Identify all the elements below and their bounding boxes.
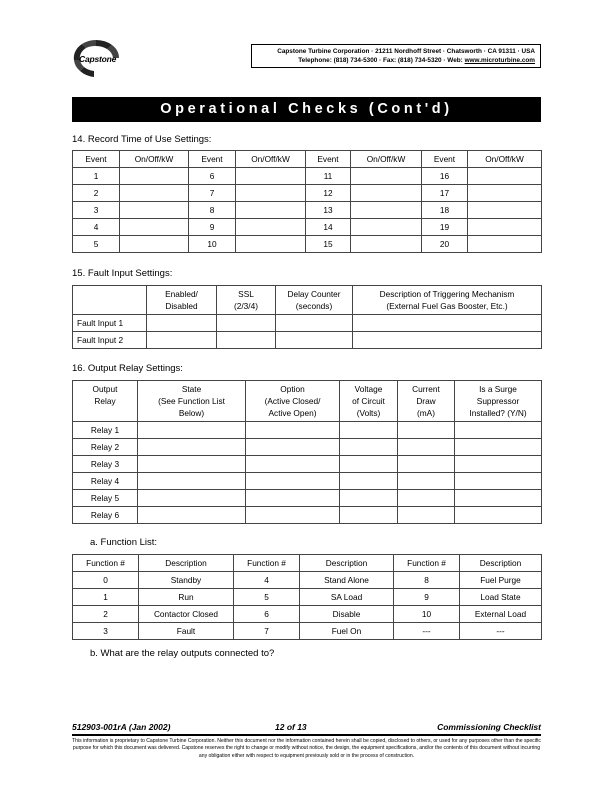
function-description: Fuel Purge — [460, 572, 542, 589]
option-field[interactable] — [246, 507, 340, 524]
header-line: (seconds) — [295, 301, 333, 311]
header-line: (Active Closed/ — [264, 396, 321, 406]
on-off-kw-field[interactable] — [468, 168, 542, 185]
table-row — [73, 439, 542, 456]
table-row — [73, 219, 542, 236]
header-line: SSL — [238, 289, 254, 299]
function-number: 8 — [394, 572, 460, 589]
column-header-ssl — [217, 286, 276, 315]
footer-page-number: 12 of 13 — [275, 722, 307, 732]
on-off-kw-field[interactable] — [468, 219, 542, 236]
table-header-row — [73, 381, 542, 422]
voltage-field[interactable] — [340, 456, 398, 473]
column-header: Function # — [73, 555, 139, 572]
column-header-surge — [455, 381, 542, 422]
header-line: Installed? (Y/N) — [469, 408, 527, 418]
function-number: 10 — [394, 606, 460, 623]
function-number: 7 — [234, 623, 300, 640]
surge-field[interactable] — [455, 439, 542, 456]
section-16-heading: 16. Output Relay Settings: — [72, 363, 183, 374]
table-row — [73, 623, 542, 640]
company-address-line: Capstone Turbine Corporation · 21211 Nordhoff Street · Chatsworth · CA 91311 · USA — [277, 48, 535, 55]
fault-input-table — [72, 285, 542, 349]
header-line: Description of Triggering Mechanism — [379, 289, 515, 299]
on-off-kw-field[interactable] — [236, 202, 306, 219]
current-field[interactable] — [398, 456, 455, 473]
event-number: 18 — [422, 202, 468, 219]
table-header-row — [73, 151, 542, 168]
on-off-kw-field[interactable] — [236, 219, 306, 236]
row-label: Fault Input 1 — [73, 315, 147, 332]
header-line: (Volts) — [356, 408, 381, 418]
voltage-field[interactable] — [340, 439, 398, 456]
header-line: Relay — [94, 396, 116, 406]
on-off-kw-field[interactable] — [120, 185, 189, 202]
option-field[interactable] — [246, 473, 340, 490]
header-line: Active Open) — [268, 408, 317, 418]
function-description: Fault — [139, 623, 234, 640]
function-number: 3 — [73, 623, 139, 640]
surge-field[interactable] — [455, 507, 542, 524]
current-field[interactable] — [398, 507, 455, 524]
event-number: 2 — [73, 185, 120, 202]
function-number: 9 — [394, 589, 460, 606]
enabled-field[interactable] — [147, 332, 217, 349]
column-header: On/Off/kW — [236, 151, 306, 168]
option-field[interactable] — [246, 490, 340, 507]
blank-header-cell — [73, 286, 147, 315]
event-number: 9 — [189, 219, 236, 236]
row-label: Fault Input 2 — [73, 332, 147, 349]
on-off-kw-field[interactable] — [351, 185, 422, 202]
event-number: 5 — [73, 236, 120, 253]
column-header-description — [353, 286, 542, 315]
table-row — [73, 185, 542, 202]
function-number: --- — [394, 623, 460, 640]
event-number: 8 — [189, 202, 236, 219]
on-off-kw-field[interactable] — [236, 236, 306, 253]
current-field[interactable] — [398, 473, 455, 490]
table-row — [73, 315, 542, 332]
event-number: 17 — [422, 185, 468, 202]
column-header: Event — [73, 151, 120, 168]
table-row — [73, 168, 542, 185]
current-field[interactable] — [398, 422, 455, 439]
function-description: Contactor Closed — [139, 606, 234, 623]
section-14-heading: 14. Record Time of Use Settings: — [72, 134, 212, 145]
header-line: (See Function List — [158, 396, 225, 406]
table-row — [73, 422, 542, 439]
on-off-kw-field[interactable] — [120, 202, 189, 219]
column-header: Description — [300, 555, 394, 572]
delay-field[interactable] — [276, 332, 353, 349]
column-header: Function # — [394, 555, 460, 572]
column-header: Function # — [234, 555, 300, 572]
event-number: 16 — [422, 168, 468, 185]
function-number: 1 — [73, 589, 139, 606]
header-line: Disabled — [165, 301, 198, 311]
function-number: 5 — [234, 589, 300, 606]
voltage-field[interactable] — [340, 490, 398, 507]
function-description: Standby — [139, 572, 234, 589]
column-header: Event — [422, 151, 468, 168]
on-off-kw-field[interactable] — [351, 219, 422, 236]
voltage-field[interactable] — [340, 422, 398, 439]
voltage-field[interactable] — [340, 473, 398, 490]
description-field[interactable] — [353, 332, 542, 349]
column-header-delay — [276, 286, 353, 315]
description-field[interactable] — [353, 315, 542, 332]
column-header-state — [138, 381, 246, 422]
option-field[interactable] — [246, 422, 340, 439]
option-field[interactable] — [246, 456, 340, 473]
function-list-heading: a. Function List: — [90, 537, 158, 548]
function-description: Fuel On — [300, 623, 394, 640]
option-field[interactable] — [246, 439, 340, 456]
function-description: --- — [460, 623, 542, 640]
event-number: 13 — [306, 202, 351, 219]
table-row — [73, 589, 542, 606]
table-row — [73, 490, 542, 507]
header-line: (mA) — [417, 408, 435, 418]
header-line: Option — [280, 384, 305, 394]
header-line: Enabled/ — [165, 289, 198, 299]
enabled-field[interactable] — [147, 315, 217, 332]
relay-label: Relay 6 — [73, 507, 138, 524]
column-header-current — [398, 381, 455, 422]
event-number: 7 — [189, 185, 236, 202]
header-line: State — [181, 384, 202, 394]
function-description: External Load — [460, 606, 542, 623]
on-off-kw-field[interactable] — [120, 236, 189, 253]
header-line: Output — [92, 384, 118, 394]
event-number: 20 — [422, 236, 468, 253]
on-off-kw-field[interactable] — [351, 202, 422, 219]
table-header-row — [73, 555, 542, 572]
current-field[interactable] — [398, 490, 455, 507]
on-off-kw-field[interactable] — [236, 168, 306, 185]
table-header-row — [73, 286, 542, 315]
section-title-bar: Operational Checks (Cont'd) — [72, 97, 541, 122]
header-line: of Circuit — [352, 396, 385, 406]
function-description: Run — [139, 589, 234, 606]
column-header-relay — [73, 381, 138, 422]
event-number: 1 — [73, 168, 120, 185]
state-field[interactable] — [138, 490, 246, 507]
event-number: 4 — [73, 219, 120, 236]
surge-field[interactable] — [455, 422, 542, 439]
table-row — [73, 473, 542, 490]
column-header: On/Off/kW — [120, 151, 189, 168]
footer-legal-notice: This information is proprietary to Capstone Turbine Corporation. Neither this document nor the information contained herein shall be copied, disclosed to others, or used for any purposes other than the specific purpose for which this document was delivered. Capstone reserves the right to change or modify without notice, the design, the equipment specifications, and/or the contents of this document without incurring any obligation either with respect to equipment previously sold or in the process of construction. — [72, 738, 541, 759]
section-15-heading: 15. Fault Input Settings: — [72, 268, 173, 279]
column-header: Event — [189, 151, 236, 168]
column-header-voltage — [340, 381, 398, 422]
event-number: 3 — [73, 202, 120, 219]
header-line: (External Fuel Gas Booster, Etc.) — [386, 301, 508, 311]
on-off-kw-field[interactable] — [468, 236, 542, 253]
event-number: 12 — [306, 185, 351, 202]
function-number: 6 — [234, 606, 300, 623]
ssl-field[interactable] — [217, 315, 276, 332]
table-row — [73, 236, 542, 253]
on-off-kw-field[interactable] — [351, 168, 422, 185]
event-number: 11 — [306, 168, 351, 185]
table-row — [73, 572, 542, 589]
company-address-box — [251, 44, 541, 68]
footer-doc-number: 512903-001rA (Jan 2002) — [72, 722, 171, 732]
on-off-kw-field[interactable] — [120, 219, 189, 236]
contact-text: Telephone: (818) 734-5300 · Fax: (818) 734-5320 · Web: — [298, 57, 465, 64]
event-number: 10 — [189, 236, 236, 253]
column-header-enabled — [147, 286, 217, 315]
column-header: On/Off/kW — [468, 151, 542, 168]
current-field[interactable] — [398, 439, 455, 456]
column-header: Event — [306, 151, 351, 168]
on-off-kw-field[interactable] — [236, 185, 306, 202]
event-number: 19 — [422, 219, 468, 236]
header-line: Is a Surge — [479, 384, 517, 394]
function-description: Stand Alone — [300, 572, 394, 589]
event-number: 14 — [306, 219, 351, 236]
surge-field[interactable] — [455, 490, 542, 507]
logo-text: Capstone — [79, 54, 117, 64]
table-row — [73, 606, 542, 623]
table-row — [73, 332, 542, 349]
function-number: 0 — [73, 572, 139, 589]
state-field[interactable] — [138, 507, 246, 524]
header-line: Voltage — [354, 384, 383, 394]
voltage-field[interactable] — [340, 507, 398, 524]
company-contact-line — [252, 56, 535, 65]
event-number: 6 — [189, 168, 236, 185]
relay-label: Relay 2 — [73, 439, 138, 456]
question-b: b. What are the relay outputs connected to? — [90, 648, 275, 659]
website-link[interactable]: www.microturbine.com — [464, 57, 535, 64]
footer-divider — [72, 734, 541, 736]
table-row — [73, 456, 542, 473]
function-number: 4 — [234, 572, 300, 589]
state-field[interactable] — [138, 473, 246, 490]
state-field[interactable] — [138, 439, 246, 456]
column-header: Description — [139, 555, 234, 572]
output-relay-table — [72, 380, 542, 524]
event-number: 15 — [306, 236, 351, 253]
surge-field[interactable] — [455, 456, 542, 473]
relay-label: Relay 3 — [73, 456, 138, 473]
header-line: Delay Counter — [287, 289, 341, 299]
state-field[interactable] — [138, 422, 246, 439]
on-off-kw-field[interactable] — [468, 185, 542, 202]
footer-doc-name: Commissioning Checklist — [437, 722, 541, 732]
time-of-use-table — [72, 150, 542, 253]
function-list-table — [72, 554, 542, 640]
table-row — [73, 507, 542, 524]
header-line: Draw — [416, 396, 436, 406]
state-field[interactable] — [138, 456, 246, 473]
relay-label: Relay 4 — [73, 473, 138, 490]
delay-field[interactable] — [276, 315, 353, 332]
on-off-kw-field[interactable] — [351, 236, 422, 253]
relay-label: Relay 5 — [73, 490, 138, 507]
column-header: On/Off/kW — [351, 151, 422, 168]
on-off-kw-field[interactable] — [468, 202, 542, 219]
function-number: 2 — [73, 606, 139, 623]
header-line: Current — [412, 384, 440, 394]
function-description: Disable — [300, 606, 394, 623]
table-row — [73, 202, 542, 219]
function-description: SA Load — [300, 589, 394, 606]
header-line: Suppressor — [476, 396, 520, 406]
header-line: (2/3/4) — [234, 301, 258, 311]
header-line: Below) — [178, 408, 205, 418]
function-description: Load State — [460, 589, 542, 606]
ssl-field[interactable] — [217, 332, 276, 349]
relay-label: Relay 1 — [73, 422, 138, 439]
column-header-option — [246, 381, 340, 422]
column-header: Description — [460, 555, 542, 572]
surge-field[interactable] — [455, 473, 542, 490]
on-off-kw-field[interactable] — [120, 168, 189, 185]
